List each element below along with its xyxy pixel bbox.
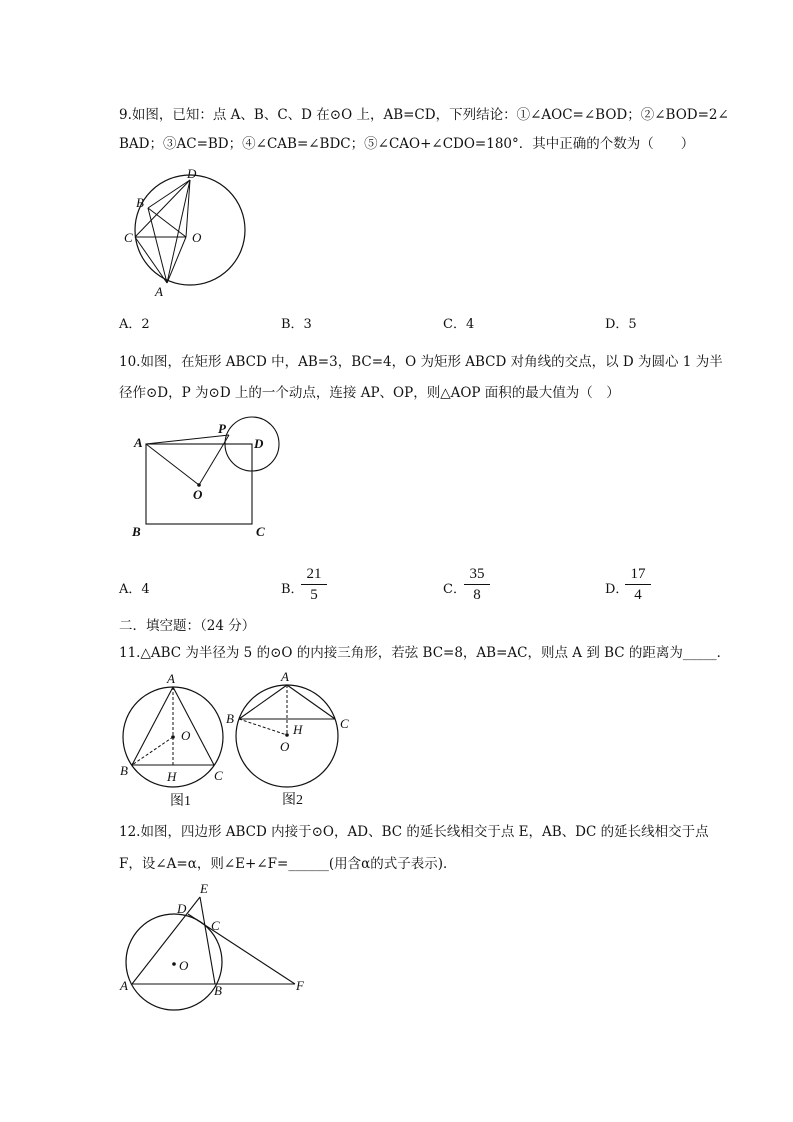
q11-fig2-label-b: B xyxy=(226,711,234,726)
q10-fraction-d-num: 17 xyxy=(625,566,651,585)
q9-label-c: C xyxy=(124,230,133,245)
q11-fig1-label-o: O xyxy=(181,728,191,743)
q10-fraction-d-den: 4 xyxy=(634,587,642,603)
q11-fig2-label-a: A xyxy=(281,669,289,684)
q10-fraction-b-den: 5 xyxy=(310,587,318,603)
q11-fig1-label-b: B xyxy=(120,763,128,778)
q9-label-d: D xyxy=(187,166,197,181)
q11-fig1-label-c: C xyxy=(214,768,223,783)
q9-option-c[interactable]: C．4 xyxy=(443,317,475,332)
q11-fig1-label-a: A xyxy=(167,671,175,686)
q11-fig1-caption: 图1 xyxy=(170,794,191,809)
q12-label-o: O xyxy=(179,958,189,973)
q9-label-a: A xyxy=(155,284,163,299)
q10-label-o: O xyxy=(193,487,203,502)
q11-fig2-label-o: O xyxy=(280,739,290,754)
q10-option-b[interactable]: B． xyxy=(281,582,304,597)
q10-option-a[interactable]: A．4 xyxy=(119,582,150,597)
q10-label-d: D xyxy=(254,436,264,451)
q10-fraction-b-num: 21 xyxy=(301,566,327,585)
q10-label-p: P xyxy=(218,421,226,436)
q9-text-line1: 9.如图，已知：点 A、B、C、D 在⊙O 上，AB=CD，下列结论：①∠AOC=∠BOD；②∠BOD=2∠ xyxy=(119,107,729,123)
q12-label-e: E xyxy=(200,881,208,896)
q12-label-d: D xyxy=(177,901,187,916)
q12-label-c: C xyxy=(211,918,220,933)
q11-fig2-label-c: C xyxy=(340,716,349,731)
q9-option-a[interactable]: A．2 xyxy=(119,317,150,332)
q10-option-c[interactable]: C． xyxy=(443,582,466,597)
q10-label-a: A xyxy=(134,435,143,450)
q11-fig2-caption: 图2 xyxy=(282,793,303,808)
q12-label-f: F xyxy=(296,978,304,993)
q10-option-d[interactable]: D． xyxy=(605,582,629,597)
q12-label-a: A xyxy=(120,978,128,993)
q12-text-line1: 12.如图，四边形 ABCD 内接于⊙O，AD、BC 的延长线相交于点 E，AB、DC 的延长线相交于点 xyxy=(119,824,709,840)
q9-text-line2: BAD；③AC=BD；④∠CAB=∠BDC；⑤∠CAO+∠CDO=180°．其中正确的个数为（ ） xyxy=(119,136,695,152)
q10-fraction-c-den: 8 xyxy=(473,587,481,603)
q9-label-b: B xyxy=(136,195,144,210)
q12-text-line2: F，设∠A=α，则∠E+∠F=______(用含α的式子表示)． xyxy=(119,856,457,872)
section-heading: 二．填空题：（24 分） xyxy=(119,618,256,634)
q11-fig1-label-h: H xyxy=(167,769,177,784)
q11-text-line1: 11.△ABC 为半径为 5 的⊙O 的内接三角形，若弦 BC=8，AB=AC，则点 A 到 BC 的距离为_____． xyxy=(119,645,731,661)
q10-label-c: C xyxy=(256,524,265,539)
q10-text-line2: 径作⊙D，P 为⊙D 上的一个动点，连接 AP、OP，则△AOP 面积的最大值为（ ） xyxy=(119,385,620,401)
q12-label-b: B xyxy=(214,983,222,998)
q9-label-o: O xyxy=(192,230,202,245)
q10-label-b: B xyxy=(132,524,141,539)
q10-fraction-c-num: 35 xyxy=(464,566,490,585)
q9-option-b[interactable]: B．3 xyxy=(281,317,312,332)
q9-option-d[interactable]: D．5 xyxy=(605,317,637,332)
q11-fig2-label-h: H xyxy=(293,722,303,737)
q10-text-line1: 10.如图，在矩形 ABCD 中，AB=3，BC=4，O 为矩形 ABCD 对角线的交点，以 D 为圆心 1 为半 xyxy=(119,354,723,370)
